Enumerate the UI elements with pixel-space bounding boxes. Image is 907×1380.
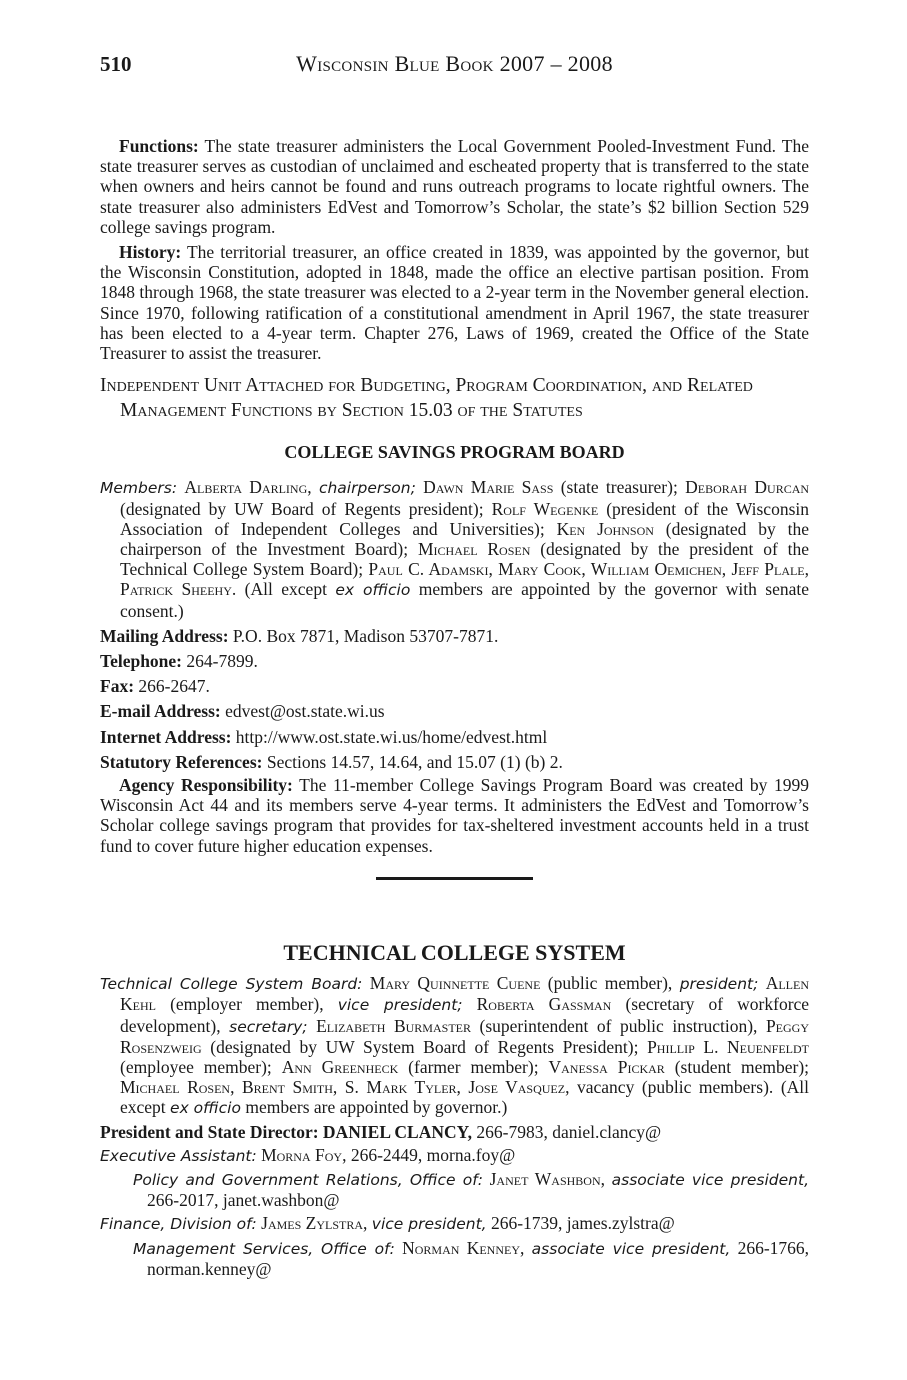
board-members: Members: Alberta Darling, chairperson; Dawn Marie Sass (state treasurer); Deborah Durcan (designated by UW Board of Regents president); Rolf Wegenke (president of the Wisconsin Association of Independent Colleges and Universities); Ken Johnson (designated by the chairperson of the Investment Board); Michael Rosen (designated by the president of the Technical College System Board); Paul C. Adamski, Mary Cook, William Oemichen, Jeff Plale, Patrick Sheehy. (All except ex officio members are appointed by the governor with senate consent.) xyxy=(100,477,810,621)
section-divider xyxy=(376,877,533,880)
policy-office: Policy and Government Relations, Office of: Janet Washbon, associate vice president, 266-2017, janet.washbon@ xyxy=(133,1168,810,1211)
president-line: President and State Director: DANIEL CLANCY, 266-7983, daniel.clancy@ xyxy=(100,1121,662,1142)
internet-address: Internet Address: http://www.ost.state.wi.us/home/edvest.html xyxy=(100,726,548,747)
tcs-board-members: Technical College System Board: Mary Quinnette Cuene (public member), president; Allen Kehl (employer member), vice president; Roberta Gassman (secretary of workforce development), secretary; Elizabeth Burmaster (superintendent of public instruction), Peggy Rosenzweig (designated by UW System Board of Regents President); Phillip L. Neuenfeldt (employee member); Ann Greenheck (farmer member); Vanessa Pickar (student member); Michael Rosen, Brent Smith, S. Mark Tyler, Jose Vasquez, vacancy (public members). (All except ex officio members are appointed by governor.) xyxy=(100,973,810,1118)
executive-assistant: Executive Assistant: Morna Foy, 266-2449, morna.foy@ xyxy=(100,1144,516,1165)
body-text xyxy=(100,136,809,1279)
functions-text: The state treasurer administers the Local Government Pooled-Investment Fund. The state treasurer serves as custodian of unclaimed and escheated property that is transferred to the state when owners and heirs cannot be found and runs outreach programs to locate rightful owners. The state treasurer also administers EdVest and Tomorrow’s Scholar, the state’s $2 billion Section 529 college savings program. xyxy=(100,136,809,237)
history-label: History: xyxy=(119,242,182,263)
section-title: TECHNICAL COLLEGE SYSTEM xyxy=(283,939,626,965)
history-paragraph xyxy=(100,242,809,363)
page-number: 510 xyxy=(100,52,132,76)
statutory-references: Statutory References: Sections 14.57, 14.64, and 15.07 (1) (b) 2. xyxy=(100,751,563,772)
board-title: COLLEGE SAVINGS PROGRAM BOARD xyxy=(284,442,625,463)
functions-label: Functions: xyxy=(119,136,199,156)
running-head xyxy=(100,51,809,82)
finance-division: Finance, Division of: James Zylstra, vice president, 266-1739, james.zylstra@ xyxy=(100,1213,675,1234)
unit-heading: Independent Unit Attached for Budgeting, Program Coordination, and Related Management Functions by Section 15.03 of the Statutes xyxy=(100,375,753,422)
agency-responsibility: Agency Responsibility: The 11-member College Savings Program Board was created by 1999 Wisconsin Act 44 and its members serve 4-year terms. It administers the EdVest and Tomorrow’s Scholar college savings program that provides for tax-sheltered investment accounts held in a trust fund to cover future higher education expenses. xyxy=(100,775,810,856)
telephone: Telephone: 264-7899. xyxy=(100,651,258,672)
email-address: E-mail Address: edvest@ost.state.wi.us xyxy=(100,701,385,722)
internet-link[interactable]: http://www.ost.state.wi.us/home/edvest.html xyxy=(235,726,548,747)
functions-paragraph xyxy=(100,136,809,237)
email-link[interactable]: edvest@ost.state.wi.us xyxy=(225,701,385,722)
management-services: Management Services, Office of: Norman Kenney, associate vice president, 266-1766, norman.kenney@ xyxy=(133,1237,810,1279)
fax: Fax: 266-2647. xyxy=(100,676,210,697)
running-title: Wisconsin Blue Book 2007 – 2008 xyxy=(296,51,613,76)
mailing-address: Mailing Address: P.O. Box 7871, Madison 53707-7871. xyxy=(100,625,499,646)
history-text: The territorial treasurer, an office created in 1839, was appointed by the governor, but the Wisconsin Constitution, adopted in 1848, made the office an elective partisan position. From 1848 through 1968, the state treasurer was elected to a 2-year term in the November general election. Since 1970, following ratification of a constitutional amendment in April 1967, the state treasurer has been elected to a 4-year term. Chapter 276, Laws of 1969, created the Office of the State Treasurer to assist the treasurer. xyxy=(100,242,809,364)
